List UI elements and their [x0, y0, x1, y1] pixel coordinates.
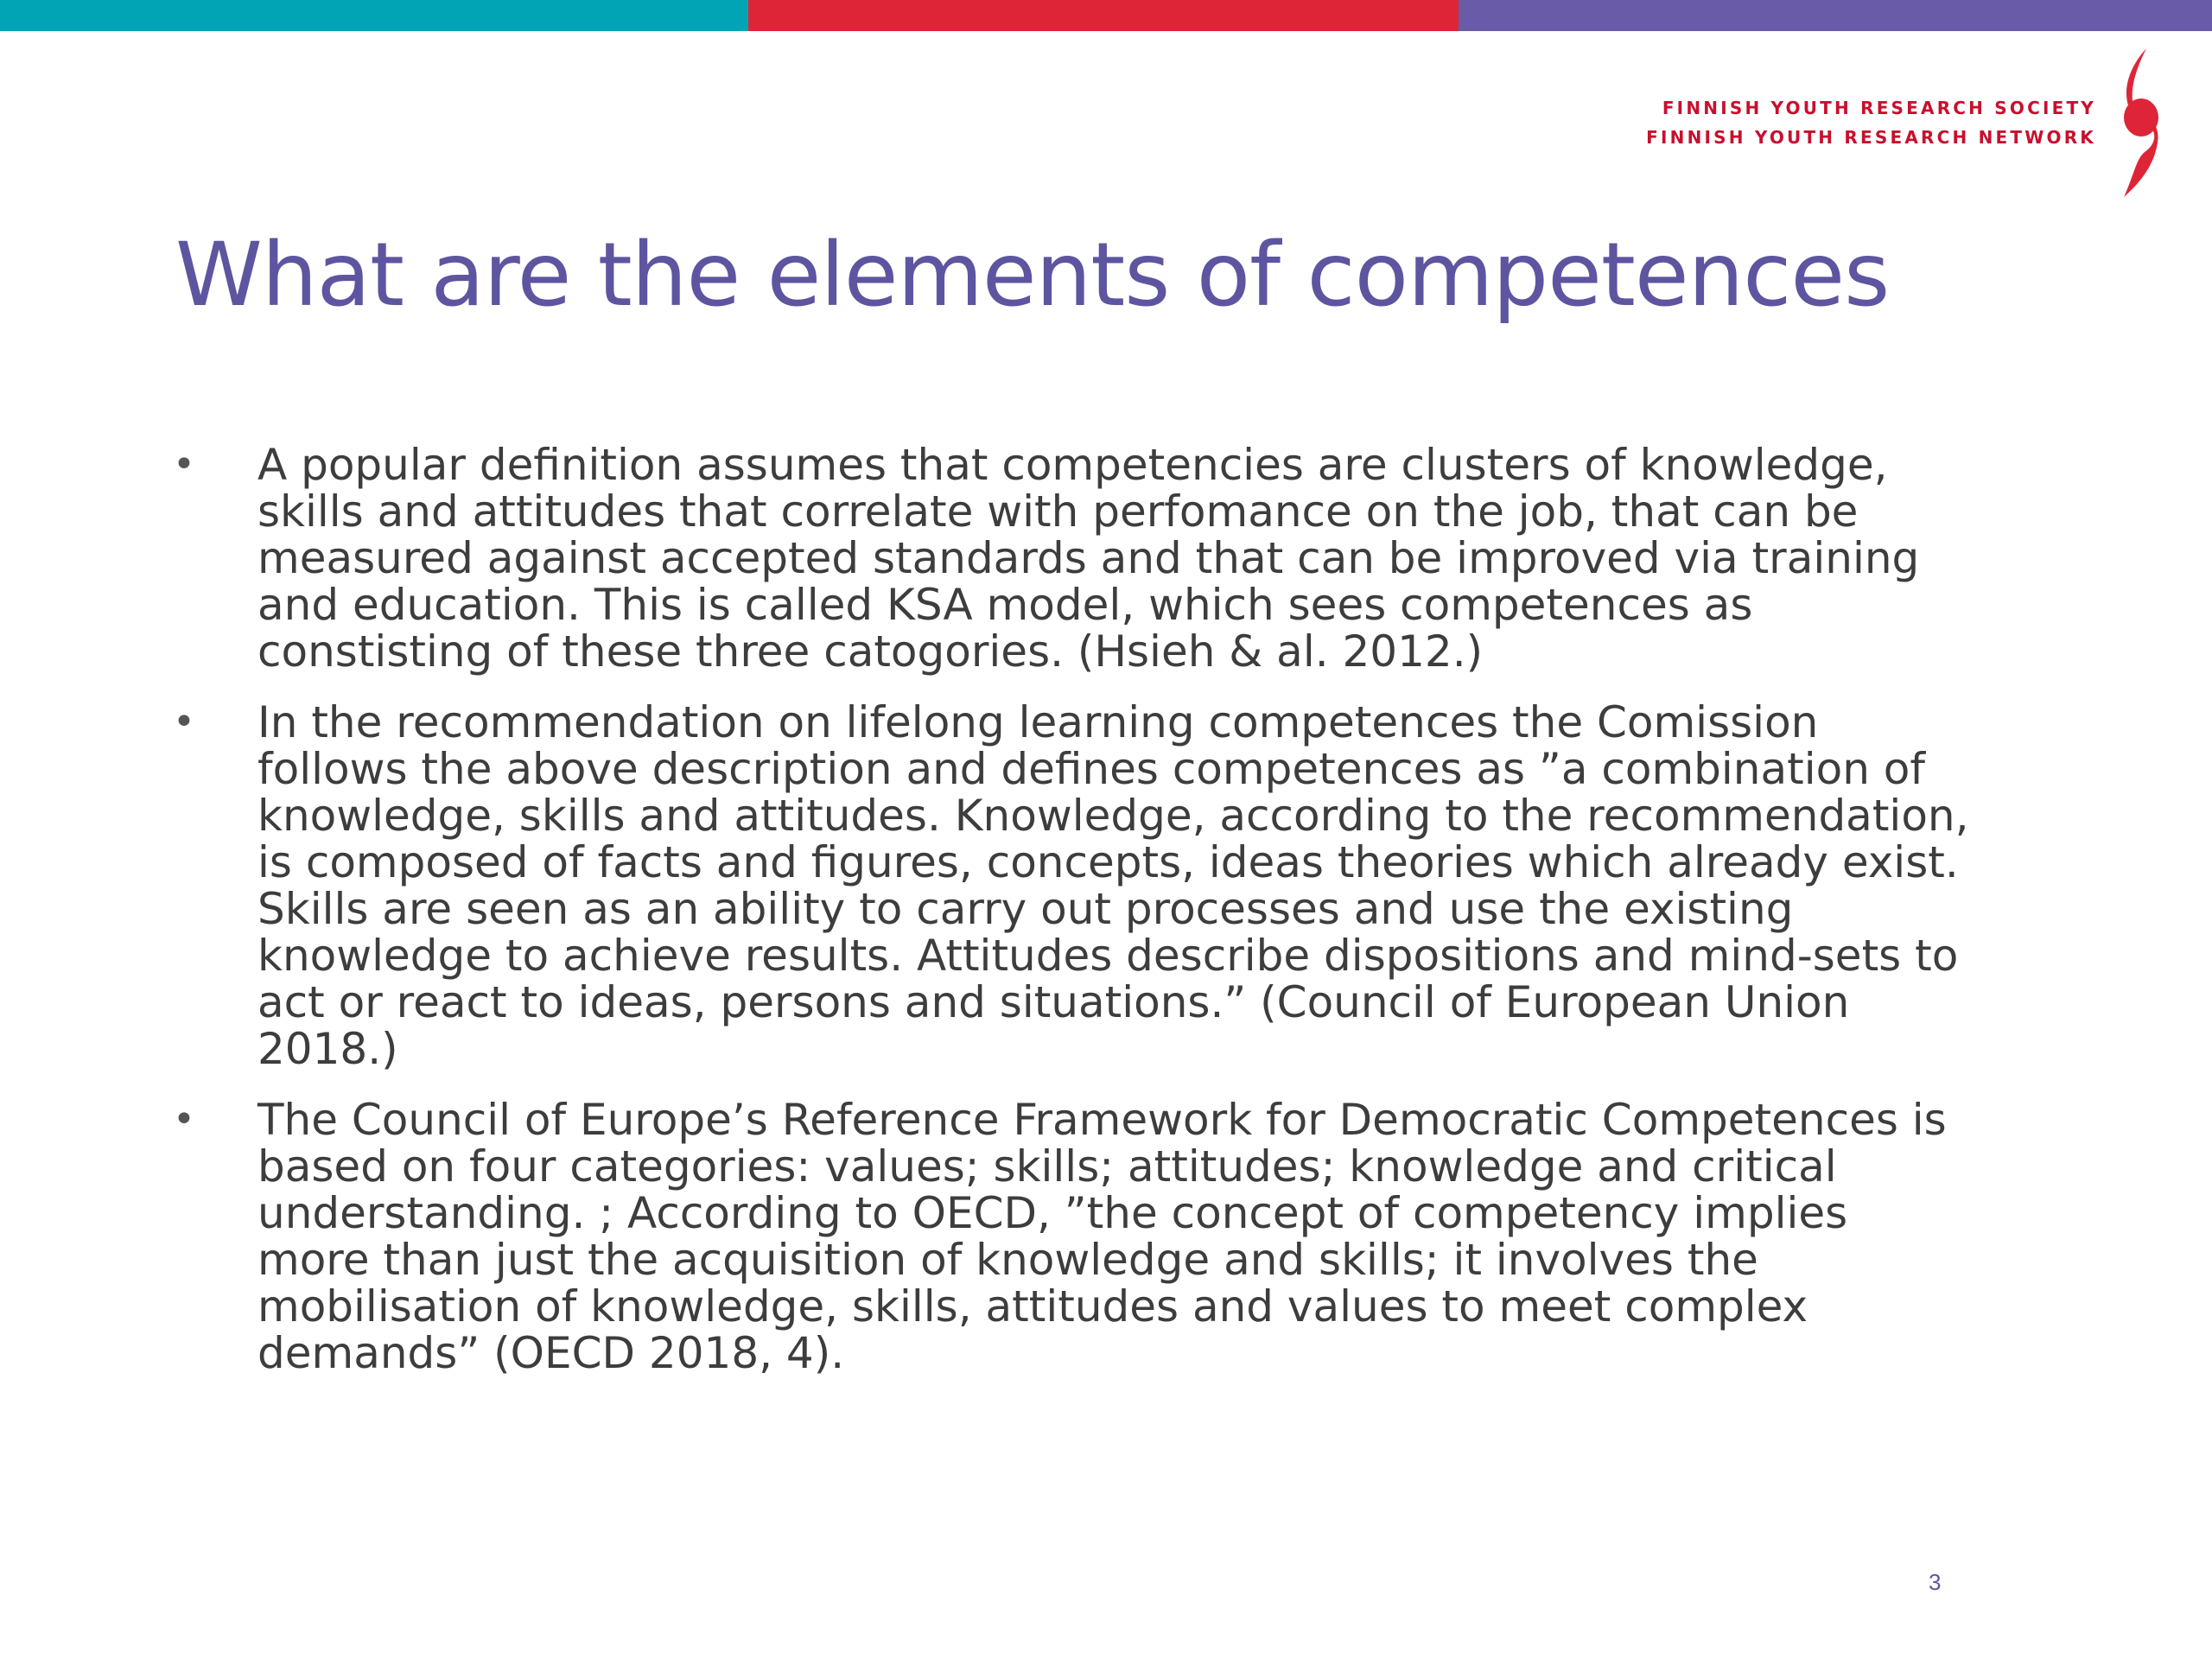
bullet-text-line: A popular definition assumes that competencies are clusters of knowledge,	[257, 440, 1888, 490]
bullet-text-line: based on four categories: values; skills; attitudes; knowledge and critical	[257, 1141, 1837, 1192]
bullet-text-line: 2018.)	[257, 1024, 398, 1074]
bullet-text-line: act or react to ideas, persons and situations.” (Council of European Union	[257, 977, 1850, 1027]
brand-text	[1646, 93, 2096, 152]
bullet-item	[173, 699, 2056, 1072]
bullet-text-line: skills and attitudes that correlate with perfomance on the job, that can be	[257, 486, 1859, 537]
slide-title: What are the elements of competences	[175, 224, 1890, 327]
top-color-bar	[0, 0, 2212, 31]
bullet-text-line: is composed of facts and figures, concepts, ideas theories which already exist.	[257, 837, 1959, 887]
top-bar-teal-segment	[0, 0, 748, 31]
bullet-text-line: Skills are seen as an ability to carry out processes and use the existing	[257, 884, 1794, 934]
bullet-text-line: measured against accepted standards and that can be improved via training	[257, 533, 1920, 583]
bullet-text-line: understanding. ; According to OECD, ”the concept of competency implies	[257, 1188, 1848, 1238]
bullet-text-line: constisting of these three catogories. (Hsieh & al. 2012.)	[257, 626, 1484, 677]
bullet-text-line: and education. This is called KSA model, which sees competences as	[257, 580, 1753, 630]
bullet-text-line: more than just the acquisition of knowledge and skills; it involves the	[257, 1235, 1758, 1285]
top-bar-red-segment	[748, 0, 1459, 31]
bullet-item	[173, 442, 2056, 675]
page-number: 3	[1929, 1569, 1942, 1595]
bullet-text-line: mobilisation of knowledge, skills, attitudes and values to meet complex	[257, 1281, 1808, 1332]
bullet-marker: •	[173, 1097, 195, 1141]
bullet-text-line: follows the above description and defines competences as ”a combination of	[257, 744, 1925, 794]
bullet-text-line: demands” (OECD 2018, 4).	[257, 1328, 845, 1378]
bullet-item	[173, 1096, 2056, 1376]
bullet-text-line: knowledge to achieve results. Attitudes describe dispositions and mind-sets to	[257, 931, 1959, 981]
bullet-text-line: The Council of Europe’s Reference Framework for Democratic Competences is	[257, 1095, 1947, 1145]
brand-line-network: FINNISH YOUTH RESEARCH NETWORK	[1646, 127, 2096, 148]
brand-line-society: FINNISH YOUTH RESEARCH SOCIETY	[1662, 98, 2096, 118]
brand-header	[1646, 45, 2160, 200]
bullet-text-line: In the recommendation on lifelong learning competences the Comission	[257, 697, 1819, 747]
bullet-list	[173, 442, 2056, 1401]
bullet-text-line: knowledge, skills and attitudes. Knowledge, according to the recommendation,	[257, 791, 1969, 841]
red-swirl-logo-icon	[2112, 45, 2160, 200]
top-bar-purple-segment	[1459, 0, 2212, 31]
bullet-marker: •	[173, 442, 195, 486]
bullet-marker: •	[173, 700, 195, 744]
